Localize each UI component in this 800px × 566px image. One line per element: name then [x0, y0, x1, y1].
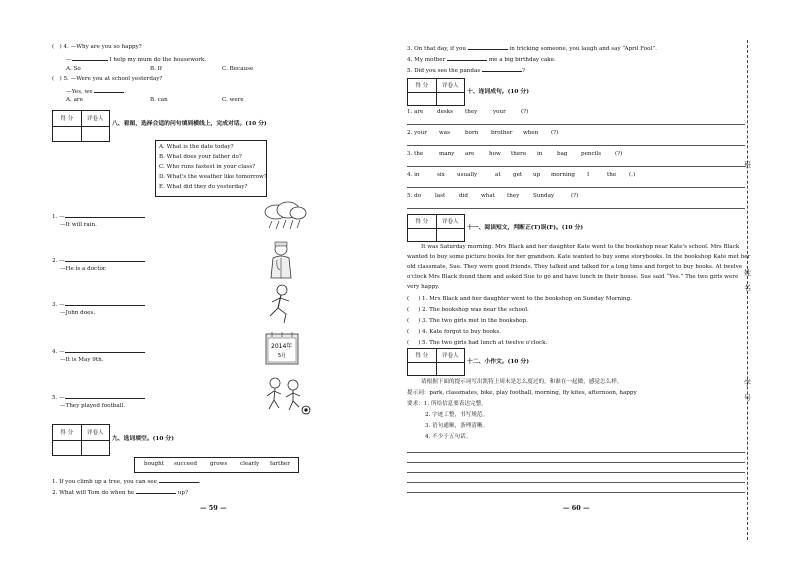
section11-heading: 十一、阅读短文，判断正(T)误(F)。(10 分): [467, 225, 584, 231]
choice-a: A. What is the date today?: [159, 144, 234, 150]
choice-e: E. What did they do yesterday?: [159, 184, 248, 190]
dialog-5-answer: —They played football.: [60, 403, 126, 409]
answer-line[interactable]: [407, 145, 745, 146]
side-label-name-2: 名: [744, 284, 751, 292]
essay-requirement: 3. 语句通顺，条理清晰。: [425, 423, 489, 429]
passage-line: o'clock Mrs Black found them and asked Sue to go and have lunch in their house. Sue said “Yes.” The two girls were: [407, 274, 739, 280]
runner-icon: [264, 283, 296, 325]
tf-statement: ( ) 5. The two girls had lunch at twelve o'clock.: [407, 340, 548, 346]
football-players-icon: [264, 376, 314, 416]
answer-blank[interactable]: [65, 393, 145, 399]
dialog-4-answer: —It is May 9th.: [60, 357, 104, 363]
essay-prompt: 请根据下面的提示词写出凯特上周末是怎么度过的，和谁在一起做，感觉怎么样。: [421, 379, 623, 385]
answer-line[interactable]: [407, 187, 745, 188]
q4-opt-b[interactable]: B. If: [150, 66, 162, 72]
fill-question-2: 2. What will Tom do when he up?: [52, 490, 188, 496]
doctor-icon: [266, 240, 296, 280]
q4-line2: — I help my mum do the housework.: [66, 57, 207, 63]
calendar-month: 5月: [278, 353, 287, 359]
tf-statement: ( ) 4. Kate forgot to buy books.: [407, 329, 501, 335]
score-box: 得 分 评卷人: [52, 110, 110, 142]
essay-requirement: 2. 字迹工整，书写规范。: [425, 412, 489, 418]
fill-question-3: 3. On that day, if you in tricking someone, you laugh and say “April Fool”.: [407, 46, 657, 52]
q4-opt-a[interactable]: A. So: [66, 66, 81, 72]
dialog-5-question: 5. —: [52, 393, 145, 402]
essay-requirement: 4. 不少于五句话。: [425, 434, 472, 440]
dialog-2-question: 2. —: [52, 256, 145, 265]
answer-line[interactable]: [407, 124, 745, 125]
answer-blank[interactable]: [159, 477, 199, 483]
writing-line[interactable]: [407, 472, 745, 473]
score-box: 得 分 评卷人: [52, 424, 110, 456]
score-box: 得 分 评卷人: [407, 78, 465, 106]
q5-opt-c[interactable]: C. were: [222, 97, 244, 103]
dialog-4-question: 4. —: [52, 347, 145, 356]
essay-requirement: 要求：1. 所给信息要表达完整。: [407, 401, 487, 407]
word-bank-word: farther: [270, 461, 290, 467]
q5-opt-a[interactable]: A. are: [66, 97, 83, 103]
answer-blank[interactable]: [468, 44, 508, 50]
answer-blank[interactable]: [65, 256, 145, 262]
side-label-name-1: 姓: [744, 269, 751, 277]
word-bank-word: grows: [210, 461, 228, 467]
passage-line: It was Saturday morning. Mrs Black and her daughter Kate went to the bookshop near Kate's school. Mrs Black: [421, 244, 740, 250]
answer-blank[interactable]: [447, 55, 487, 61]
dialog-1-question: 1. —: [52, 212, 145, 221]
answer-blank[interactable]: [65, 212, 145, 218]
word-bank-word: clearly: [240, 461, 260, 467]
answer-blank[interactable]: [65, 300, 145, 306]
q5-line2: —Yes, we .: [66, 89, 127, 95]
q5-stem-line: ( ) 5. —Were you at school yesterday?: [52, 76, 163, 82]
fill-question-1: 1. If you climb up a tree, you can see .: [52, 479, 201, 485]
dialog-1-answer: —It will rain.: [60, 222, 97, 228]
right-page: 3. On that day, if you in tricking someone, you laugh and say “April Fool”. 4. My mother me a big birthday cake. 5. Did you see the pandas ? 得 分 评卷人 十、连词成句。(10 分) 1. are desks they your (?) 2. your was born brother when (?) 3. the many are how there in bag pencils (?) 4. in six usually at get up morning I the (.) 5. do last did what they Sunday (?) 得 分 评卷人 十一、阅读短文，判断正(T)误(F)。(10 分) It was Saturday morning. Mrs Black and her daughter Kate went to the bookshop near Kate's school. Mrs Black wanted to buy some picture books for her grandson. Kate wanted to buy some storybooks. In the bookshop Kate met her old classmate, Sue. They were good friends. They talked and talked for a long time and forgot to buy books. At twelve o'clock Mrs Black found them and asked Sue to go and have lunch in their house. Sue said “Yes.” The two girls were very happy. ( ) 1. Mrs Black and her daughter went to the bookshop on Sunday Morning. ( ) 2. The bookshop was near the school. ( ) 3. The two girls met in the bookshop. ( ) 4. Kate forgot to buy books. ( ) 5. The two girls had lunch at twelve o'clock. 得 分 评卷人 十二、小作文。(10 分) 请根据下面的提示词写出凯特上周末是怎么度过的，和谁在一起做，感觉怎么样。 提示词：park, classmates, bike, play football, morning, fly kites, afternoon, happy 要求：1. 所给信息要表达完整。 2. 字迹工整，书写规范。 3. 语句通顺，条理清晰。 4. 不少于五句话。 — 60 —: [407, 46, 751, 512]
writing-line[interactable]: [407, 482, 745, 483]
fill-question-5: 5. Did you see the pandas ?: [407, 68, 525, 74]
q4-opt-c[interactable]: C. Because: [222, 66, 254, 72]
word-bank-word: bought: [144, 461, 164, 467]
choice-c: C. Who runs fastest in your class?: [159, 164, 256, 170]
tf-statement: ( ) 1. Mrs Black and her daughter went to the bookshop on Sunday Morning.: [407, 296, 632, 302]
side-label-number-2: 号: [744, 394, 751, 402]
q5-opt-b[interactable]: B. can: [150, 97, 168, 103]
word-bank-word: succeed: [174, 461, 197, 467]
tf-statement: ( ) 2. The bookshop was near the school.: [407, 307, 529, 313]
choice-d: D. What's the weather like tomorrow?: [159, 174, 267, 180]
section12-heading: 十二、小作文。(10 分): [467, 359, 529, 365]
choice-b: B. What does your father do?: [159, 154, 242, 160]
side-label-number-1: 学: [744, 379, 751, 387]
answer-blank[interactable]: [136, 488, 176, 494]
side-label-class: 班: [744, 161, 751, 169]
dialog-2-answer: —He is a doctor.: [60, 266, 107, 272]
score-box: 得 分 评卷人: [407, 348, 465, 376]
q4-stem-line: ( ) 4. —Why are you so happy?: [52, 44, 142, 50]
answer-blank[interactable]: [72, 55, 108, 61]
left-page: [0, 0, 395, 566]
writing-line[interactable]: [407, 492, 745, 493]
q4-stem: —Why are you so happy?: [70, 44, 142, 50]
page-number: — 60 —: [563, 504, 590, 512]
answer-blank[interactable]: [65, 347, 145, 353]
tf-statement: ( ) 3. The two girls met in the bookshop.: [407, 318, 528, 324]
essay-hint: 提示词：park, classmates, bike, play football, morning, fly kites, afternoon, happy: [407, 390, 637, 396]
section9-heading: 九、选词填空。(10 分): [112, 436, 174, 442]
writing-line[interactable]: [407, 452, 745, 453]
q5-stem: —Were you at school yesterday?: [70, 76, 163, 82]
writing-line[interactable]: [407, 462, 745, 463]
calendar-year: 2014年: [271, 343, 293, 350]
passage-line: very happy.: [407, 284, 440, 290]
rain-cloud-icon: [258, 198, 308, 233]
section8-heading: 八、看图，选择合适的问句填到横线上，完成对话。(10 分): [112, 121, 267, 127]
score-box: 得 分 评卷人: [407, 214, 465, 242]
fill-question-4: 4. My mother me a big birthday cake.: [407, 57, 556, 63]
calendar-icon: [262, 330, 302, 368]
answer-line[interactable]: [407, 166, 745, 167]
answer-blank[interactable]: [94, 87, 124, 93]
passage-line: wanted to buy some picture books for her grandson. Kate wanted to buy some storybooks. In the bookshop Kate met her: [407, 254, 751, 260]
dialog-3-question: 3. —: [52, 300, 145, 309]
section10-heading: 十、连词成句。(10 分): [467, 89, 529, 95]
dialog-3-answer: —John does.: [60, 310, 96, 316]
passage-line: old classmate, Sue. They were good friends. They talked and talked for a long time and forgot to buy books. At twelve: [407, 264, 743, 270]
page-number: — 59 —: [200, 504, 227, 512]
answer-line[interactable]: [407, 208, 745, 209]
answer-blank[interactable]: [482, 66, 522, 72]
